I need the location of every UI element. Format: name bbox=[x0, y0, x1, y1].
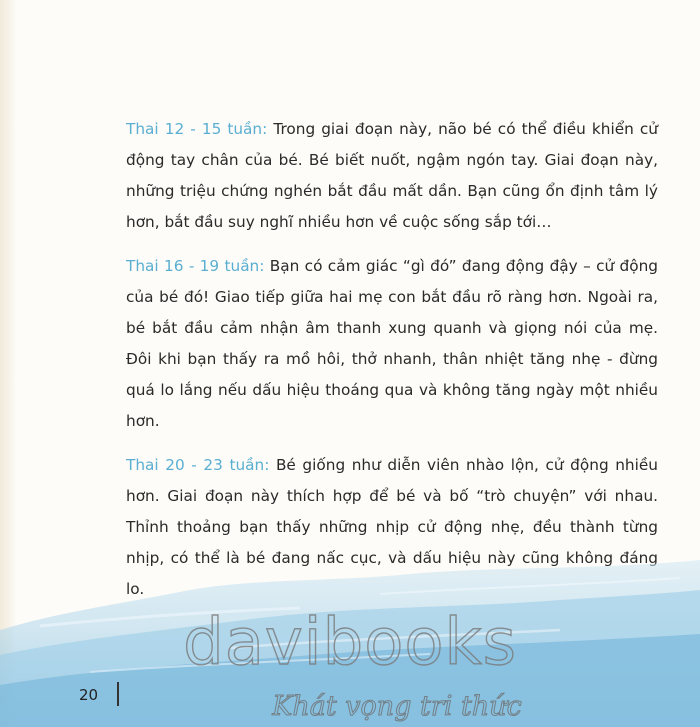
paragraph-week-16-19 bbox=[126, 251, 658, 437]
watermark-brand: davibooks bbox=[183, 606, 517, 680]
page-number-divider bbox=[117, 682, 119, 706]
paragraph-text: Trong giai đoạn này, não bé có thể điều khiển cử động tay chân của bé. Bé biết nuốt, ngậm ngón tay. Giai đoạn này, những triệu chứng nghén bắt đầu mất dần. Bạn cũng ổn định tâm lý hơn, bắt đầu suy nghĩ nhiều hơn về cuộc sống sắp tới… bbox=[126, 120, 658, 231]
watermark-tagline: Khát vọng tri thức bbox=[272, 691, 522, 722]
paragraph-lead: Thai 20 - 23 tuần: bbox=[126, 456, 270, 474]
paragraph-text: Bé giống như diễn viên nhào lộn, cử động nhiều hơn. Giai đoạn này thích hợp để bé và bố “trò chuyện” với nhau. Thỉnh thoảng bạn thấy những nhịp cử động nhẹ, đều thành từng nhịp, có thể là bé đang nấc cục, và dấu hiệu này cũng không đáng lo. bbox=[126, 456, 658, 598]
paragraph-lead: Thai 16 - 19 tuần: bbox=[126, 257, 265, 275]
paragraph-lead: Thai 12 - 15 tuần: bbox=[126, 120, 268, 138]
page-number: 20 bbox=[79, 686, 99, 704]
paragraph-text: Bạn có cảm giác “gì đó” đang động đậy – cử động của bé đó! Giao tiếp giữa hai mẹ con bắt đầu rõ ràng hơn. Ngoài ra, bé bắt đầu cảm nhận âm thanh xung quanh và giọng nói của mẹ. Đôi khi bạn thấy ra mồ hôi, thở nhanh, thân nhiệt tăng nhẹ - đừng quá lo lắng nếu dấu hiệu thoáng qua và không tăng ngày một nhiều hơn. bbox=[126, 257, 658, 430]
page-body bbox=[126, 114, 658, 618]
paragraph-week-12-15 bbox=[126, 114, 658, 238]
